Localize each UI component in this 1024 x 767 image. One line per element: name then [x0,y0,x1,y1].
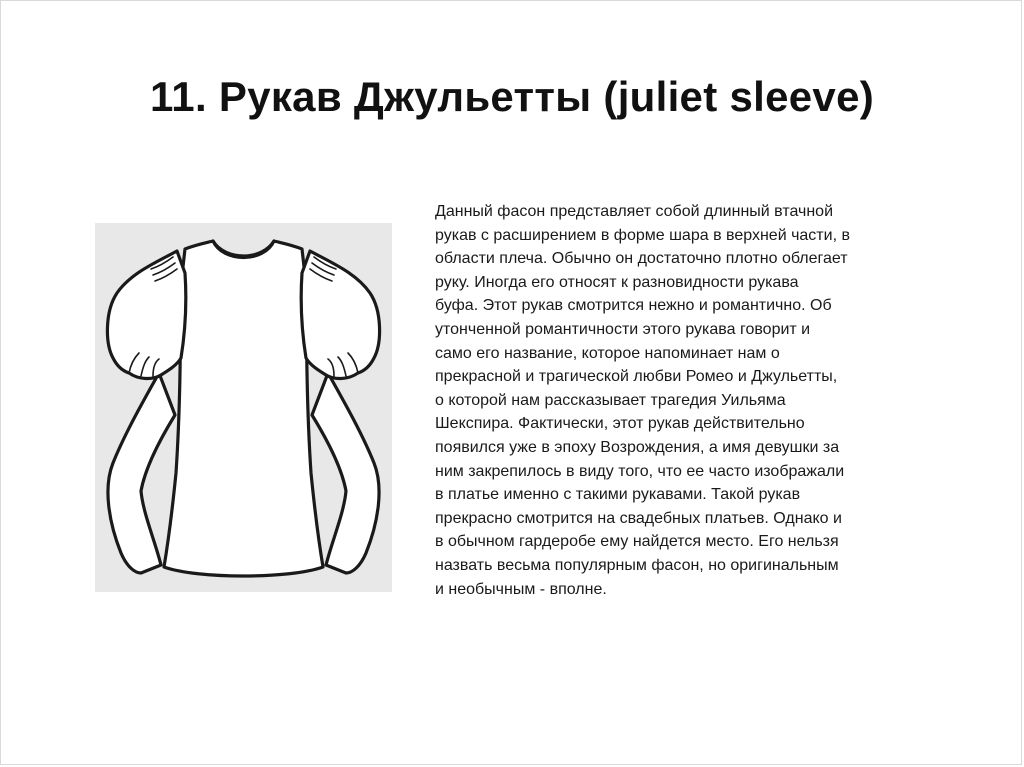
description-line: рукав с расширением в форме шара в верхней части, в [435,226,850,244]
description-line: появился уже в эпоху Возрождения, а имя девушки за [435,438,840,456]
description-line: назвать весьма популярным фасон, но оригинальным [435,556,839,574]
left-lower-sleeve [108,373,175,573]
description-line: Шекспира. Фактически, этот рукав действительно [435,415,805,433]
description-line: утонченной романтичности этого рукава говорит и [435,320,811,338]
description-line: в платье именно с такими рукавами. Такой рукав [435,486,801,504]
description-line: в обычном гардеробе ему найдется место. Его нельзя [435,533,839,551]
description-line: ним закрепилось в виду того, что ее часто изображали [435,462,845,480]
description-line: прекрасно смотрится на свадебных платьев. Однако и [435,509,842,527]
slide-title: 11. Рукав Джульетты (juliet sleeve) [149,73,875,120]
sleeve-description [435,200,915,601]
description-line: прекрасной и трагической любви Ромео и Джульетты, [435,368,838,386]
description-line: руку. Иногда его относят к разновидности рукава [435,273,799,291]
description-line: о которой нам рассказывает трагедия Уильяма [435,391,786,409]
juliet-sleeve-blouse-illustration [95,223,392,592]
description-line: буфа. Этот рукав смотрится нежно и романтично. Об [435,297,832,315]
blouse-body [164,241,323,576]
description-line: Данный фасон представляет собой длинный втачной [435,203,834,220]
blouse-drawing [95,223,392,592]
description-line: само его название, которое напоминает нам о [435,344,780,362]
description-line: области плеча. Обычно он достаточно плотно облегает [435,250,848,268]
right-lower-sleeve [312,373,379,573]
description-line: и необычным - вполне. [435,580,607,598]
